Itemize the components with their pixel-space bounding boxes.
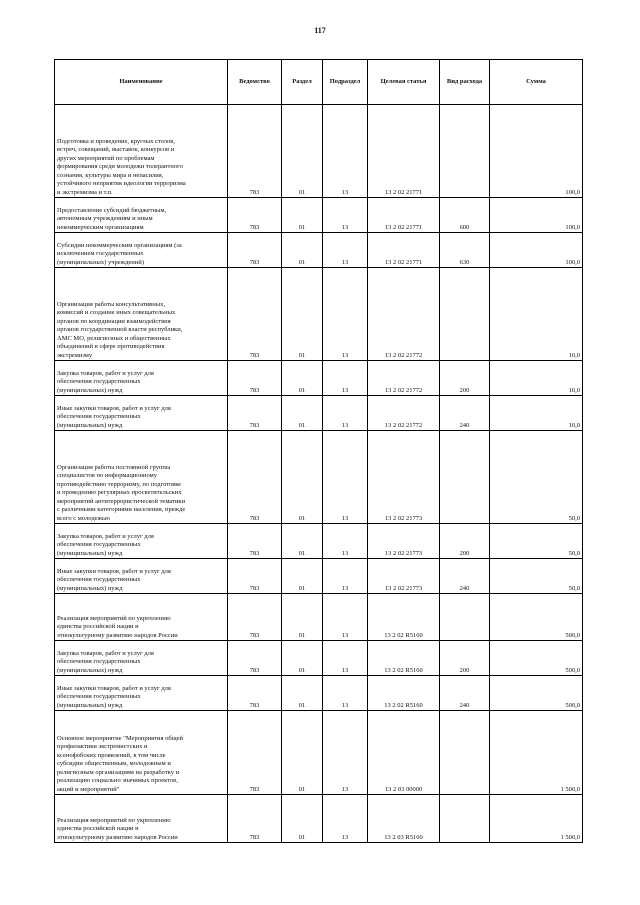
table-row	[55, 559, 583, 594]
row-sum: 10,0	[490, 396, 583, 431]
row-section: 01	[282, 198, 323, 233]
row-name: Закупка товаров, работ и услуг для обеспечения государственных (муниципальных) нужд	[55, 361, 228, 396]
header-section: Раздел	[282, 60, 323, 105]
table-row	[55, 268, 583, 361]
row-dept: 783	[228, 268, 282, 361]
row-dept: 783	[228, 676, 282, 711]
row-subsection: 13	[323, 594, 368, 641]
row-name: Иные закупки товаров, работ и услуг для обеспечения государственных (муниципальных) нужд	[55, 559, 228, 594]
table-row	[55, 795, 583, 843]
row-section: 01	[282, 795, 323, 843]
table-row	[55, 233, 583, 268]
row-name: Иные закупки товаров, работ и услуг для обеспечения государственных (муниципальных) нужд	[55, 396, 228, 431]
row-dept: 783	[228, 641, 282, 676]
row-subsection: 13	[323, 396, 368, 431]
row-section: 01	[282, 105, 323, 198]
row-name: Реализация мероприятий по укреплению единства российской нации и этнокультурному развитию народов России	[55, 594, 228, 641]
row-type	[440, 594, 490, 641]
row-dept: 783	[228, 198, 282, 233]
row-target: 13 2 02 21772	[368, 396, 440, 431]
row-dept: 783	[228, 594, 282, 641]
page-number: 117	[314, 26, 326, 35]
row-dept: 783	[228, 559, 282, 594]
row-dept: 783	[228, 396, 282, 431]
row-sum: 100,0	[490, 105, 583, 198]
row-type	[440, 268, 490, 361]
row-name: Предоставление субсидий бюджетным, автономным учреждениям и иным некоммерческим организациям	[55, 198, 228, 233]
row-sum: 10,0	[490, 268, 583, 361]
row-name: Закупка товаров, работ и услуг для обеспечения государственных (муниципальных) нужд	[55, 641, 228, 676]
row-section: 01	[282, 268, 323, 361]
row-subsection: 13	[323, 105, 368, 198]
row-target: 13 2 02 R5160	[368, 641, 440, 676]
row-section: 01	[282, 233, 323, 268]
row-dept: 783	[228, 524, 282, 559]
row-section: 01	[282, 524, 323, 559]
row-name: Основное мероприятие "Мероприятия общей профилактики экстремистских и ксенофобских проявлений, в том числе субсидии общественным, молодежным и религиозным организациям на разработку и реализацию социально значимых проектов, акций и мероприятий"	[55, 711, 228, 795]
row-target: 13 2 02 21771	[368, 233, 440, 268]
row-target: 13 2 02 21773	[368, 524, 440, 559]
row-type: 630	[440, 233, 490, 268]
row-sum: 500,0	[490, 676, 583, 711]
row-subsection: 13	[323, 559, 368, 594]
row-type: 200	[440, 641, 490, 676]
row-section: 01	[282, 559, 323, 594]
row-subsection: 13	[323, 711, 368, 795]
row-sum: 500,0	[490, 594, 583, 641]
header-type: Вид расхода	[440, 60, 490, 105]
row-subsection: 13	[323, 361, 368, 396]
row-sum: 100,0	[490, 198, 583, 233]
row-target: 13 2 02 21772	[368, 361, 440, 396]
row-subsection: 13	[323, 676, 368, 711]
row-target: 13 2 03 00000	[368, 711, 440, 795]
row-type	[440, 105, 490, 198]
row-section: 01	[282, 594, 323, 641]
row-target: 13 2 02 21771	[368, 105, 440, 198]
row-dept: 783	[228, 431, 282, 524]
header-sum: Сумма	[490, 60, 583, 105]
row-target: 13 2 02 R5160	[368, 594, 440, 641]
row-target: 13 2 02 21772	[368, 268, 440, 361]
row-dept: 783	[228, 105, 282, 198]
row-target: 13 2 02 R5160	[368, 676, 440, 711]
table-row	[55, 105, 583, 198]
row-target: 13 2 03 R5160	[368, 795, 440, 843]
row-name: Организация работы постоянной группы специалистов по информационному противодействию терроризму, по подготовке и проведению регулярных просветительских мероприятий антитеррористической тематики с различными категориями населения, прежде всего с молодежью	[55, 431, 228, 524]
row-name: Подготовка и проведение, круглых столов, встреч, совещаний, выставок, конкурсов и других мероприятий по проблемам формирования среди молодежи толерантного сознания, культуры мира и непасилия, устойчивого неприятия идеологии терроризма и экстремизма и т.п.	[55, 105, 228, 198]
row-sum: 50,0	[490, 559, 583, 594]
table-row	[55, 676, 583, 711]
row-dept: 783	[228, 795, 282, 843]
row-section: 01	[282, 396, 323, 431]
table-row	[55, 641, 583, 676]
row-type: 240	[440, 559, 490, 594]
row-subsection: 13	[323, 641, 368, 676]
row-sum: 100,0	[490, 233, 583, 268]
row-type: 240	[440, 676, 490, 711]
table-row	[55, 524, 583, 559]
row-sum: 1 500,0	[490, 711, 583, 795]
row-target: 13 2 02 21773	[368, 431, 440, 524]
row-subsection: 13	[323, 268, 368, 361]
table-row	[55, 594, 583, 641]
row-sum: 1 500,0	[490, 795, 583, 843]
row-type: 200	[440, 361, 490, 396]
row-section: 01	[282, 641, 323, 676]
row-dept: 783	[228, 233, 282, 268]
row-type: 240	[440, 396, 490, 431]
header-subsection: Подраздел	[323, 60, 368, 105]
row-name: Реализация мероприятий по укреплению единства российской нации и этнокультурному развитию народов России	[55, 795, 228, 843]
table-row	[55, 396, 583, 431]
row-target: 13 2 02 21773	[368, 559, 440, 594]
row-type	[440, 795, 490, 843]
row-subsection: 13	[323, 198, 368, 233]
row-section: 01	[282, 431, 323, 524]
row-type: 200	[440, 524, 490, 559]
table-row	[55, 711, 583, 795]
table-row	[55, 198, 583, 233]
row-sum: 500,0	[490, 641, 583, 676]
row-name: Субсидии некоммерческим организациям (за исключением государственных (муниципальных) учреждений)	[55, 233, 228, 268]
row-type	[440, 431, 490, 524]
row-name: Иные закупки товаров, работ и услуг для обеспечения государственных (муниципальных) нужд	[55, 676, 228, 711]
row-subsection: 13	[323, 431, 368, 524]
row-sum: 50,0	[490, 431, 583, 524]
row-subsection: 13	[323, 795, 368, 843]
row-dept: 783	[228, 361, 282, 396]
header-dept: Ведомство	[228, 60, 282, 105]
row-sum: 50,0	[490, 524, 583, 559]
row-subsection: 13	[323, 524, 368, 559]
table-header-row	[55, 60, 583, 105]
row-section: 01	[282, 676, 323, 711]
header-name: Наименование	[55, 60, 228, 105]
budget-table	[54, 59, 583, 843]
row-section: 01	[282, 361, 323, 396]
row-sum: 10,0	[490, 361, 583, 396]
table-row	[55, 431, 583, 524]
row-name: Организация работы консультативных, комиссий и создание иных совещательных органов по координации взаимодействия органов государственной власти республики, АМС МО, религиозных и общественных объединений в сфере противодействия экстремизму	[55, 268, 228, 361]
row-target: 13 2 02 21771	[368, 198, 440, 233]
header-target: Целевая статья	[368, 60, 440, 105]
row-dept: 783	[228, 711, 282, 795]
row-type	[440, 711, 490, 795]
row-type: 600	[440, 198, 490, 233]
row-subsection: 13	[323, 233, 368, 268]
row-name: Закупка товаров, работ и услуг для обеспечения государственных (муниципальных) нужд	[55, 524, 228, 559]
table-row	[55, 361, 583, 396]
row-section: 01	[282, 711, 323, 795]
